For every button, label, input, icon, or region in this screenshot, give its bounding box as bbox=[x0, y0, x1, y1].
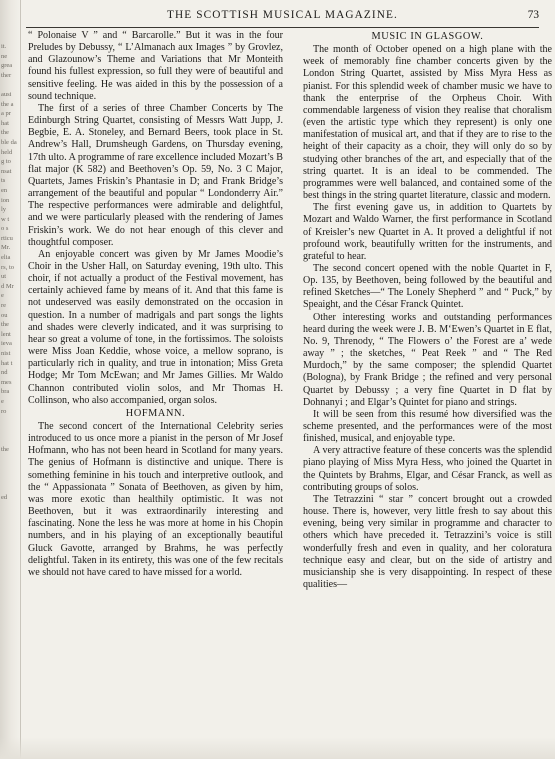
gutter-fragment: hat t bbox=[1, 359, 13, 367]
gutter-fragment: re bbox=[1, 302, 7, 310]
page-number: 73 bbox=[527, 9, 539, 21]
gutter-fragment bbox=[0, 435, 20, 445]
gutter-fragment: g to bbox=[1, 158, 11, 166]
gutter-fragment: ut bbox=[1, 273, 7, 281]
gutter-fragment: ble da bbox=[1, 138, 17, 146]
gutter-fragment: bra bbox=[1, 388, 10, 396]
gutter-fragment bbox=[0, 80, 20, 90]
gutter-fragment: elia bbox=[1, 254, 11, 262]
gutter-fragment: mes bbox=[1, 378, 12, 386]
gutter-fragment bbox=[0, 416, 20, 426]
gutter-fragment: the bbox=[1, 321, 9, 329]
gutter-fragment: ne bbox=[1, 52, 8, 60]
running-header bbox=[26, 7, 539, 25]
right-column bbox=[303, 30, 552, 591]
gutter-fragment: ion bbox=[1, 196, 10, 204]
gutter-fragment: ts bbox=[1, 177, 6, 185]
gutter-fragment: ou bbox=[1, 311, 8, 319]
article-paragraph: The month of October opened on a high plane with the week of memorably fine chamber concerts given by the London String Quartet, assisted by Miss Myra Hess as pianist. For this splendid week of chamber music we have to thank the enterprise of the Orpheus Choir. With commendable largeness of vision they realise that choralism (even the artistic type which they represent) is only one manifestation of musical art, and that if they are to rise to the height of their capacity as a choir, they will only do so by studying other branches of the art, and especially that of the string quartet. It is an ideal to be commended. The programmes were well balanced, and contained some of the best things in the string quartet literature, classic and modern. bbox=[303, 44, 552, 202]
gutter-fragment: it. bbox=[1, 43, 7, 50]
gutter-fragment: Mr. bbox=[1, 244, 11, 252]
page-bottom-shadow bbox=[0, 737, 555, 759]
header-rule bbox=[26, 27, 539, 28]
gutter-fragment: nd bbox=[1, 369, 8, 377]
gutter-fragment: a pr bbox=[1, 110, 11, 118]
gutter-fragment: ieva bbox=[1, 340, 12, 348]
article-paragraph: The second concert of the International Celebrity series introduced to us once more a pianist in the person of Mr Josef Hofmann, who has not been heard in Scotland for many years. The genius of Hofmann is distinctive and unique. There is something feminine in his touch and interpretive outlook, and the “ Appassionata ” Sonata of Beethoven, as given by him, was more exotic than healthily optimistic. It was not Beethoven, but it was extraordinarily interesting and fascinating. None the less he was more at home in his Chopin numbers, and in his playing of an exceptionally beautiful Gluck Gavotte, arranged by Brahms, he was perfectly delightful. Taken in its entirety, this was one of the few recitals we should not have cared to have missed for a world. bbox=[28, 421, 283, 578]
gutter-fragment: ed bbox=[1, 493, 8, 501]
article-paragraph: The second concert opened with the noble Quartet in F, Op. 135, by Beethoven, being followed by the beautiful and refined Sketches—“ The Lonely Shepherd ” and “ Puck,” by Speaight, and the César Franck Quintet. bbox=[303, 262, 552, 311]
gutter-fragment: e bbox=[1, 397, 4, 405]
gutter-fragment bbox=[0, 483, 20, 493]
gutter-fragment: e bbox=[1, 292, 4, 300]
article-paragraph: “ Polonaise V ” and “ Barcarolle.” But it was in the four Preludes by Debussy, “ L’Almanach aux Images ” by Grovlez, and Glazounow’s Theme and Variations that Mr Monteith found his fullest expression, so full they were of beautiful and sensitive feeling. He was aided in this by the possession of a sound technique. bbox=[28, 30, 283, 102]
gutter-fragment bbox=[0, 474, 20, 484]
gutter-fragment: o s bbox=[1, 225, 9, 233]
gutter-fragment: ly bbox=[1, 206, 7, 214]
gutter-fragment: rticu bbox=[1, 234, 13, 242]
gutter-fragment: hat bbox=[1, 119, 9, 127]
gutter-fragment: nsat bbox=[1, 167, 12, 175]
gutter-fragment: the bbox=[1, 445, 9, 453]
gutter-fragment: held bbox=[1, 148, 13, 156]
gutter-fragment: d Mr bbox=[1, 282, 14, 290]
article-paragraph: An enjoyable concert was given by Mr James Moodie’s Choir in the Usher Hall, on Saturday evening, 19th ulto. This choir, if not actually a product of the Festival movement, has certainly achieved fame by means of it. And that this fame is not undeserved was easily demonstrated on the occasion in question. In a number of madrigals and part songs the lights and shades were cleverly indicated, and it was surprising to hear so great a volume of tone, in the fortissimos. The soloists were Miss Joan Keddie, whose voice, a mellow soprano, is particularly rich in quality, and true in intonation; Miss Greta Hodge; Mr Tom McEwan; and Mr James Gillies. Mr Waldo Channon contributed violin solos, and Mr Thomas H. Collinson, who also accompanied, organ solos. bbox=[28, 248, 283, 406]
article-paragraph: A very attractive feature of these concerts was the splendid piano playing of Miss Myra Hess, who joined the Quartet in the Quintets by Brahms, Elgar, and César Franck, as well as contributing groups of solos. bbox=[303, 445, 552, 493]
gutter-fragment: en bbox=[1, 186, 8, 194]
gutter-fragment: ther bbox=[1, 71, 12, 79]
article-paragraph: It will be seen from this resumé how diversified was the scheme presented, and the performances were of the most finished, musical, and enjoyable type. bbox=[303, 408, 552, 445]
gutter-fragment: lent bbox=[1, 330, 11, 338]
gutter-fragment: nist bbox=[1, 350, 11, 357]
article-paragraph: The first evening gave us, in addition to Quartets by Mozart and Waldo Warner, the first performance in Scotland of Kreisler’s new Quartet in A. It proved a delightful if not profound work, beautifully written for the instruments, and grateful to hear. bbox=[303, 202, 552, 262]
gutter-fragment: the bbox=[1, 129, 9, 137]
section-heading: MUSIC IN GLASGOW. bbox=[371, 31, 484, 42]
article-paragraph: The first of a series of three Chamber Concerts by The Edinburgh String Quartet, consisting of Messrs Watt Jupp, J. Begbie, E. A. Stoneley, and Bernard Beers, took place in St. Andrew’s Hall, Drumsheugh Gardens, on Thursday evening, 17th ulto. A programme of rare excellence included Mozart’s B flat major (K 582) and Beethoven’s Op. 59, No. 3 C Major, Quartets, James Friskin’s Phantasie in D; and Frank Bridge’s arrangement of the beautiful and popular “ Londonderry Air.” The respective performances were admirable and delightful, and we were particularly pleased with the rendering of James Friskin’s work. We do not hear enough of this clever and thoughtful composer. bbox=[28, 102, 283, 248]
page-gutter-shadow bbox=[0, 0, 21, 759]
gutter-fragment: ro bbox=[1, 407, 7, 415]
gutter-fragment: ausi bbox=[1, 90, 12, 98]
article-paragraph: The Tetrazzini “ star ” concert brought out a crowded house. There is, however, very little fresh to say about this evening, being very similar in programme and character to others which have preceded it. Tetrazzini’s voice is still wonderfully fresh and even in quality, and her coloratura technique easy and clear, but on the side of artistry and musicianship she is very disappointing. In respect of these qualities— bbox=[303, 493, 552, 591]
gutter-fragment bbox=[0, 426, 20, 436]
header-title: THE SCOTTISH MUSICAL MAGAZINE. bbox=[167, 9, 398, 21]
section-heading: HOFMANN. bbox=[125, 407, 186, 419]
gutter-fragment bbox=[0, 464, 20, 474]
left-column bbox=[28, 30, 283, 579]
gutter-fragment bbox=[0, 455, 20, 465]
gutter-fragment: rs, to bbox=[1, 263, 14, 271]
article-paragraph: Other interesting works and outstanding performances heard during the week were J. B. M‘Ewen’s Quartet in E flat, No. 9, Threnody, “ The Flowers o’ the Forest are a’ wede away ” ; the sketches, “ Peat Reek ” and “ The Red Murdoch,” by the same composer; the splendid Quartet (Bologna), by Frank Bridge ; the refined and very personal Quartet by Debussy ; a very fine Quartet in D flat by Dohnanyi ; and Elgar’s Quintet for piano and strings. bbox=[303, 311, 552, 408]
gutter-fragment: the a bbox=[1, 100, 14, 108]
gutter-fragment: w t bbox=[1, 215, 10, 223]
adjacent-page-fragments bbox=[0, 42, 20, 503]
gutter-fragment: grea bbox=[1, 62, 13, 70]
